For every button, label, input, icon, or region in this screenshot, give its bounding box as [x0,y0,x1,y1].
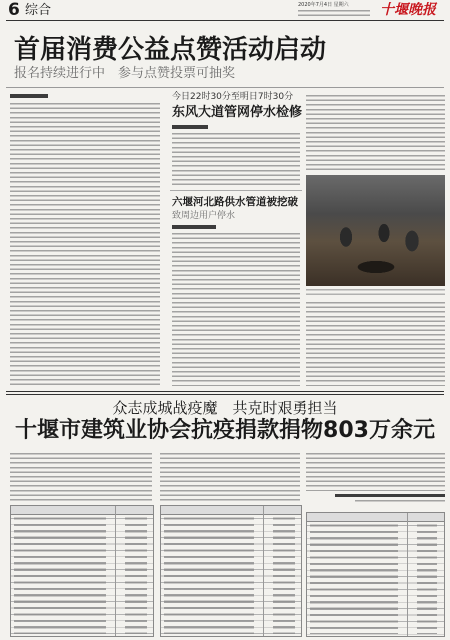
donation-headline: 十堰市建筑业协会抗疫捐款捐物803万余元 [15,418,435,443]
table-header-row [307,513,444,522]
editor-credits [298,10,370,16]
photo-caption [306,289,445,297]
table-donation-amounts [125,516,147,634]
table-donor-names [164,516,254,634]
section-double-rule [6,391,444,395]
lead-byline [10,94,48,98]
pipe-story-body-text [172,233,300,386]
water-notice-headline: 东风大道管网停水检修 [172,105,303,120]
table-donation-amounts [417,523,437,634]
masthead-rule [6,20,444,21]
pipe-story-headline: 六堰河北路供水管道被挖破 [172,196,298,208]
story-divider [170,190,302,191]
table-column-divider [407,513,408,636]
pipe-story-subheadline: 致周边用户停水 [172,211,236,221]
section-name: 综合 [25,3,52,18]
table-column-divider [263,506,264,636]
donation-table-3 [306,512,445,637]
donation-body-text-col3 [306,453,445,491]
donation-body-text-col1 [10,453,152,501]
pipe-story-body-text-continued [306,302,445,386]
table-header-row [11,506,153,515]
table-donor-names [14,516,106,634]
donation-slogan: 众志成城战疫魔 共克时艰勇担当 [112,399,338,417]
water-notice-body-text [172,133,300,186]
lead-body-text [10,103,160,386]
page-number: 6 [8,0,20,20]
table-header-row [161,506,301,515]
water-notice-body-text-continued [306,95,445,171]
donation-body-text-col2 [160,453,300,501]
pipe-story-byline [172,225,216,229]
lead-headline: 首届消费公益点赞活动启动 [14,35,327,65]
table-column-divider [115,506,116,636]
donation-list-note [355,500,445,504]
newspaper-logo: 十堰晚报 [380,2,436,18]
water-notice-time: 今日22时30分至明日7时30分 [172,92,294,102]
pipe-repair-photo [306,175,445,286]
donation-table-1 [10,505,154,637]
issue-date: 2020年7月4日 星期六 [298,2,349,8]
lead-subheadline: 报名持续进行中 参与点赞投票可抽奖 [14,66,236,81]
table-donor-names [310,523,398,634]
water-notice-byline [172,125,208,129]
donation-byline [335,494,445,497]
donation-table-2 [160,505,302,637]
table-donation-amounts [273,516,295,634]
lead-rule [6,87,444,88]
